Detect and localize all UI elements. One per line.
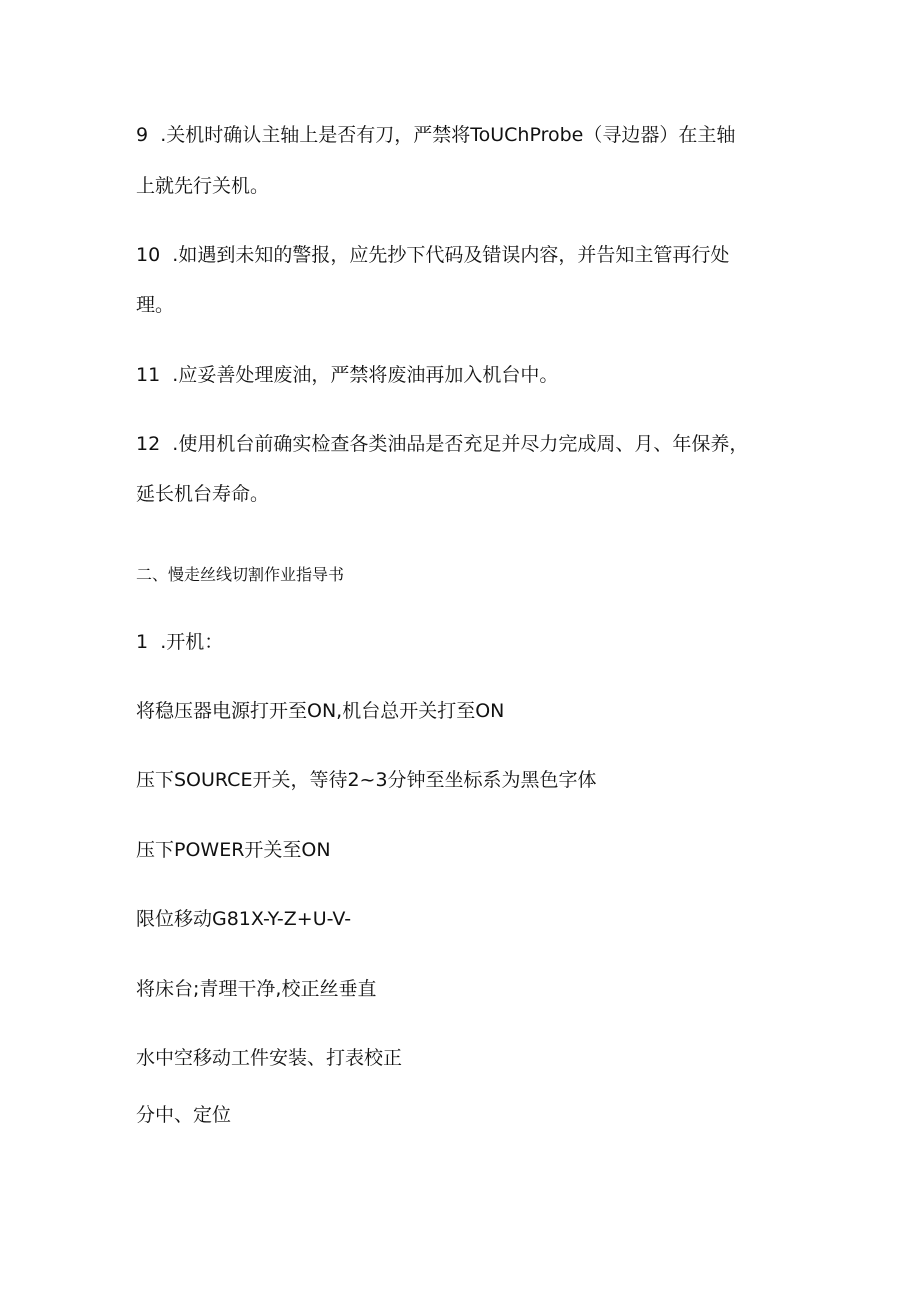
item-12-line-1 bbox=[136, 432, 748, 456]
step-label: .开机： bbox=[160, 631, 224, 653]
item-text: .关机时确认主轴上是否有刀，严禁将ToUChProbe（寻边器）在主轴 bbox=[160, 124, 736, 146]
step-line: 压下SOURCE开关，等待2~3分钟至坐标系为黑色字体 bbox=[136, 769, 597, 791]
item-text: .应妥善处理废油，严禁将废油再加入机台中。 bbox=[172, 364, 559, 386]
item-text: .如遇到未知的警报，应先抄下代码及错误内容，并告知主管再行处 bbox=[172, 244, 730, 266]
step-line: 压下POWER开关至ON bbox=[136, 839, 331, 861]
step-line: 分中、定位 bbox=[136, 1104, 232, 1126]
step-1-heading bbox=[136, 630, 223, 654]
step-number: 1 bbox=[136, 631, 149, 653]
item-number: 11 bbox=[136, 364, 161, 386]
item-10-line-2: 理。 bbox=[136, 294, 175, 316]
item-number: 10 bbox=[136, 244, 161, 266]
step-line: 水中空移动工件安装、打表校正 bbox=[136, 1047, 403, 1069]
item-number: 9 bbox=[136, 124, 149, 146]
step-line: 将床台;青理干净,校正丝垂直 bbox=[136, 978, 377, 1000]
item-11-line-1 bbox=[136, 363, 558, 387]
section-heading: 二、慢走丝线切割作业指导书 bbox=[136, 565, 345, 584]
item-12-line-2: 延长机台寿命。 bbox=[136, 483, 270, 505]
item-9-line-1 bbox=[136, 123, 735, 147]
step-line: 将稳压器电源打开至ON,机台总开关打至ON bbox=[136, 700, 505, 722]
item-10-line-1 bbox=[136, 243, 729, 267]
step-line: 限位移动G81X-Y-Z+U-V- bbox=[136, 908, 352, 930]
item-9-line-2: 上就先行关机。 bbox=[136, 175, 270, 197]
item-number: 12 bbox=[136, 433, 161, 455]
item-text: .使用机台前确实检查各类油品是否充足并尽力完成周、月、年保养， bbox=[172, 433, 749, 455]
